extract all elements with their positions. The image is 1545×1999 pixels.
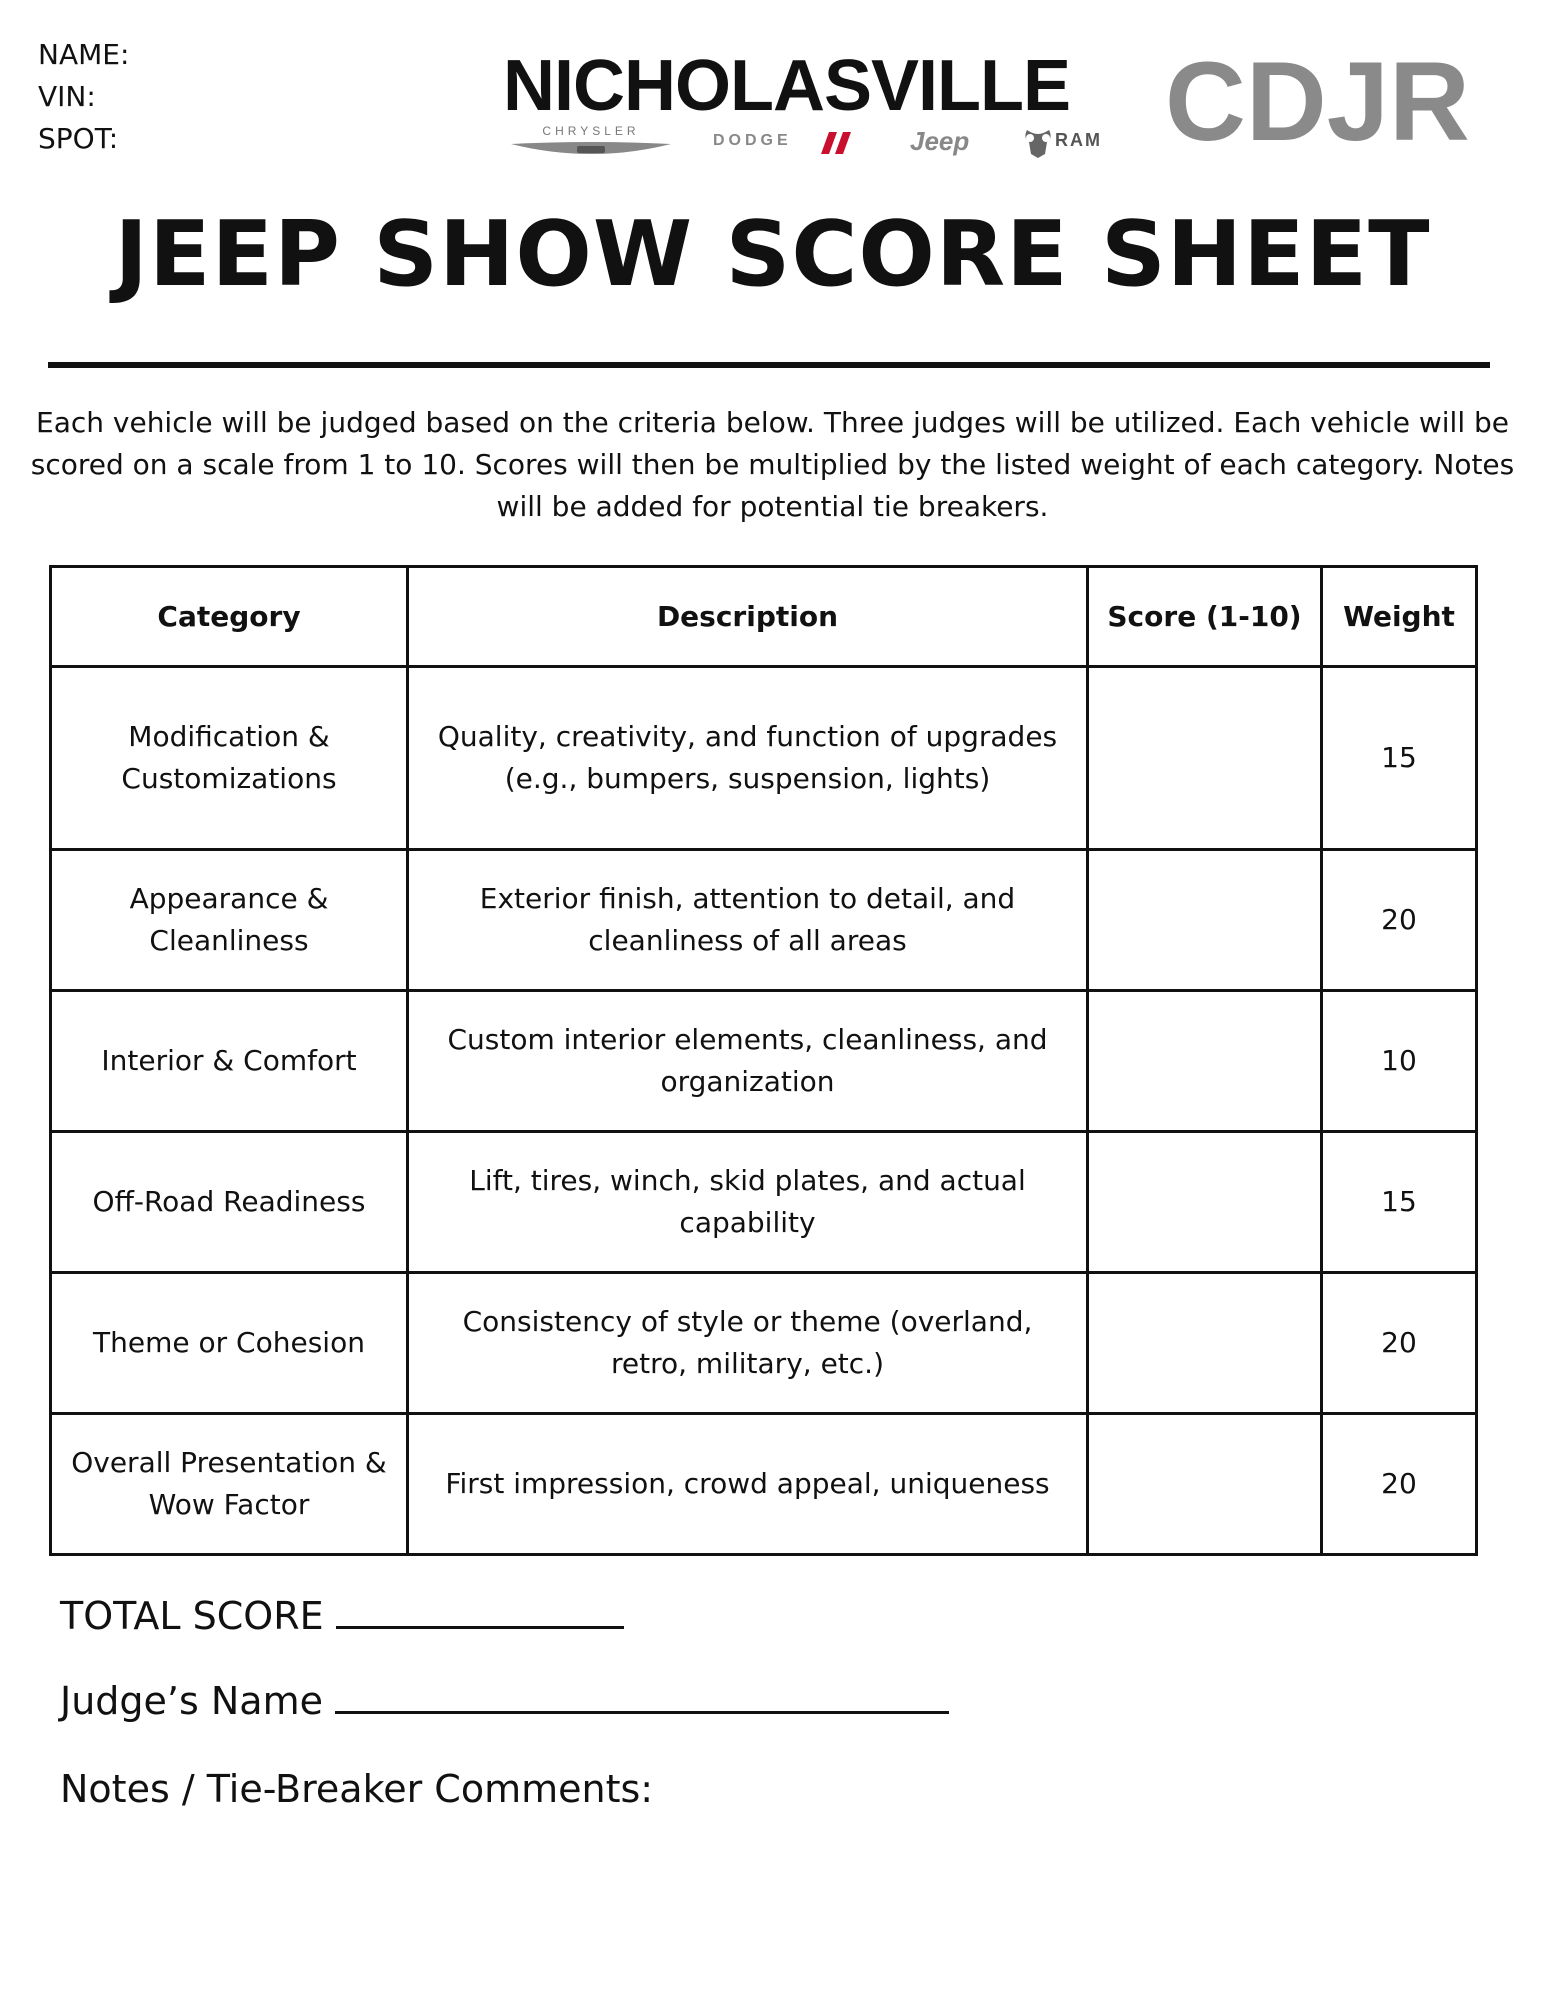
dodge-logo: DODGE [713,132,792,149]
dodge-stripes-icon [821,132,857,154]
description-cell: Exterior finish, attention to detail, and cleanliness of all areas [408,850,1088,991]
header-category: Category [51,567,408,667]
table-header-row [51,567,1477,667]
judge-name-field [60,1677,949,1725]
total-score-label: TOTAL SCORE [60,1594,324,1638]
logo-dealer-name: NICHOLASVILLE [503,46,1071,126]
score-cell[interactable] [1088,667,1322,850]
table-row [51,850,1477,991]
description-cell: First impression, crowd appeal, uniqueness [408,1414,1088,1555]
notes-label: Notes / Tie-Breaker Comments: [60,1767,654,1811]
title-divider [48,362,1490,368]
vehicle-fields [38,34,129,160]
notes-field [60,1765,653,1813]
weight-cell: 15 [1322,667,1477,850]
judge-name-label: Judge’s Name [60,1679,323,1723]
chrysler-wing-icon [511,140,671,156]
dealership-logo [503,39,1498,166]
total-score-field [60,1592,624,1640]
category-cell: Theme or Cohesion [51,1273,408,1414]
page-title: JEEP SHOW SCORE SHEET [114,202,1431,307]
table-row [51,1132,1477,1273]
weight-cell: 10 [1322,991,1477,1132]
weight-cell: 20 [1322,1414,1477,1555]
score-cell[interactable] [1088,850,1322,991]
ram-head-icon [1023,126,1053,158]
category-cell: Off-Road Readiness [51,1132,408,1273]
category-cell: Overall Presentation & Wow Factor [51,1414,408,1555]
weight-cell: 20 [1322,850,1477,991]
header-score: Score (1-10) [1088,567,1322,667]
description-cell: Lift, tires, winch, skid plates, and actual capability [408,1132,1088,1273]
ram-logo: RAM [1055,130,1102,150]
scoring-table [49,565,1478,1556]
category-cell: Modification & Customizations [51,667,408,850]
table-row [51,1414,1477,1555]
weight-cell: 15 [1322,1132,1477,1273]
score-cell[interactable] [1088,991,1322,1132]
brand-logos [503,124,1153,164]
vin-field-label: VIN: [38,80,96,113]
chrysler-logo: CHRYSLER [542,124,640,138]
weight-cell: 20 [1322,1273,1477,1414]
score-cell[interactable] [1088,1132,1322,1273]
table-row [51,667,1477,850]
intro-paragraph: Each vehicle will be judged based on the criteria below. Three judges will be utilized. Each vehicle will be scored on a scale from 1 to 10. Scores will then be multiplied by the listed weight of each category. Notes will be added for potential tie breakers. [30,406,1515,523]
category-cell: Interior & Comfort [51,991,408,1132]
total-score-blank[interactable] [336,1595,624,1629]
score-cell[interactable] [1088,1414,1322,1555]
description-cell: Consistency of style or theme (overland, retro, military, etc.) [408,1273,1088,1414]
table-row [51,1273,1477,1414]
category-cell: Appearance & Cleanliness [51,850,408,991]
description-cell: Custom interior elements, cleanliness, and organization [408,991,1088,1132]
name-field-label: NAME: [38,38,130,71]
jeep-logo: Jeep [910,126,970,156]
judge-name-blank[interactable] [335,1680,949,1714]
score-cell[interactable] [1088,1273,1322,1414]
description-cell: Quality, creativity, and function of upgrades (e.g., bumpers, suspension, lights) [408,667,1088,850]
header-description: Description [408,567,1088,667]
header-weight: Weight [1322,567,1477,667]
spot-field-label: SPOT: [38,122,119,155]
table-row [51,991,1477,1132]
logo-cdjr: CDJR [1165,39,1470,164]
